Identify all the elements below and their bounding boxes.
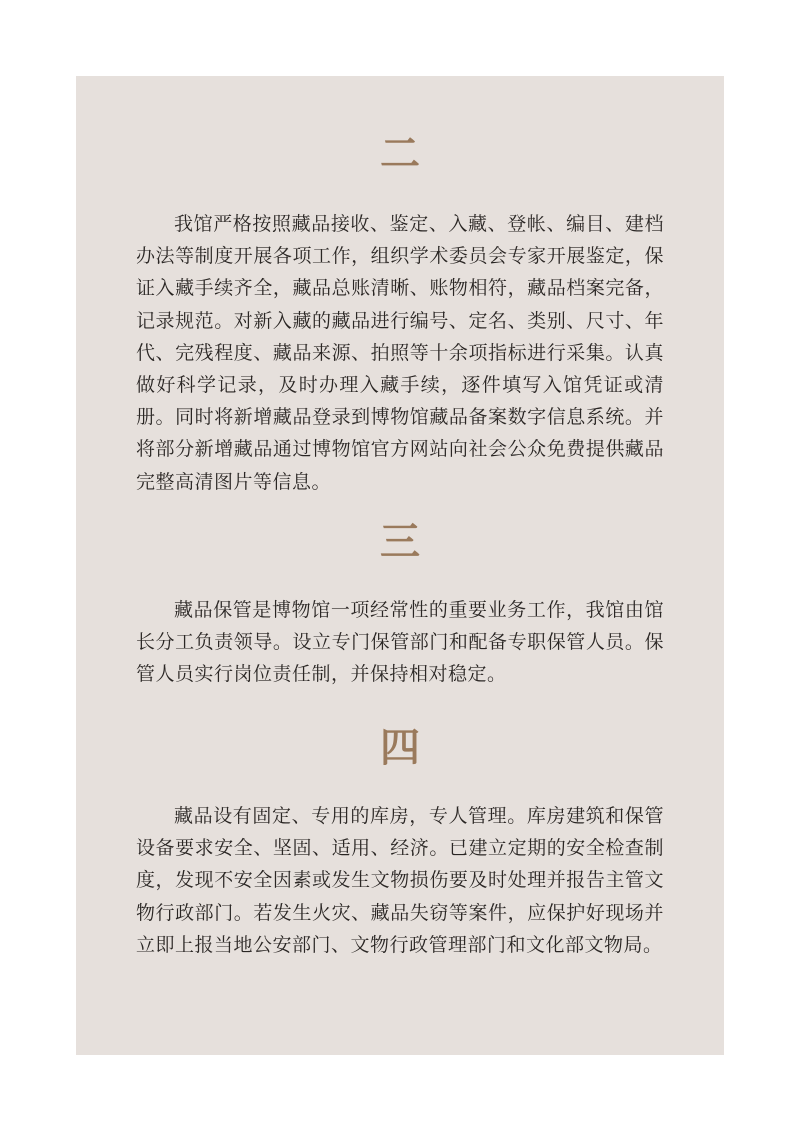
section-4 (136, 726, 664, 961)
content-panel (76, 76, 724, 1055)
section-paragraph: 藏品设有固定、专用的库房，专人管理。库房建筑和保管设备要求安全、坚固、适用、经济。已建立定期的安全检查制度，发现不安全因素或发生文物损伤要及时处理并报告主管文物行政部门。若发生火灾、藏品失窃等案件，应保护好现场并立即上报当地公安部门、文物行政管理部门和文化部文物局。 (136, 805, 664, 956)
section-numeral: 三 (380, 518, 420, 565)
section-numeral: 二 (380, 130, 420, 177)
section-paragraph: 我馆严格按照藏品接收、鉴定、入藏、登帐、编目、建档办法等制度开展各项工作，组织学术委员会专家开展鉴定，保证入藏手续齐全，藏品总账清晰、账物相符，藏品档案完备，记录规范。对新入藏的藏品进行编号、定名、类别、尺寸、年代、完残程度、藏品来源、拍照等十余项指标进行采集。认真做好科学记录，及时办理入藏手续，逐件填写入馆凭证或清册。同时将新增藏品登录到博物馆藏品备案数字信息系统。并将部分新增藏品通过博物馆官方网站向社会公众免费提供藏品完整高清图片等信息。 (136, 213, 664, 493)
section-paragraph: 藏品保管是博物馆一项经常性的重要业务工作，我馆由馆长分工负责领导。设立专门保管部门和配备专职保管人员。保管人员实行岗位责任制，并保持相对稳定。 (136, 599, 664, 686)
section-2 (136, 132, 664, 498)
section-3 (136, 520, 664, 691)
section-numeral: 四 (380, 724, 420, 771)
